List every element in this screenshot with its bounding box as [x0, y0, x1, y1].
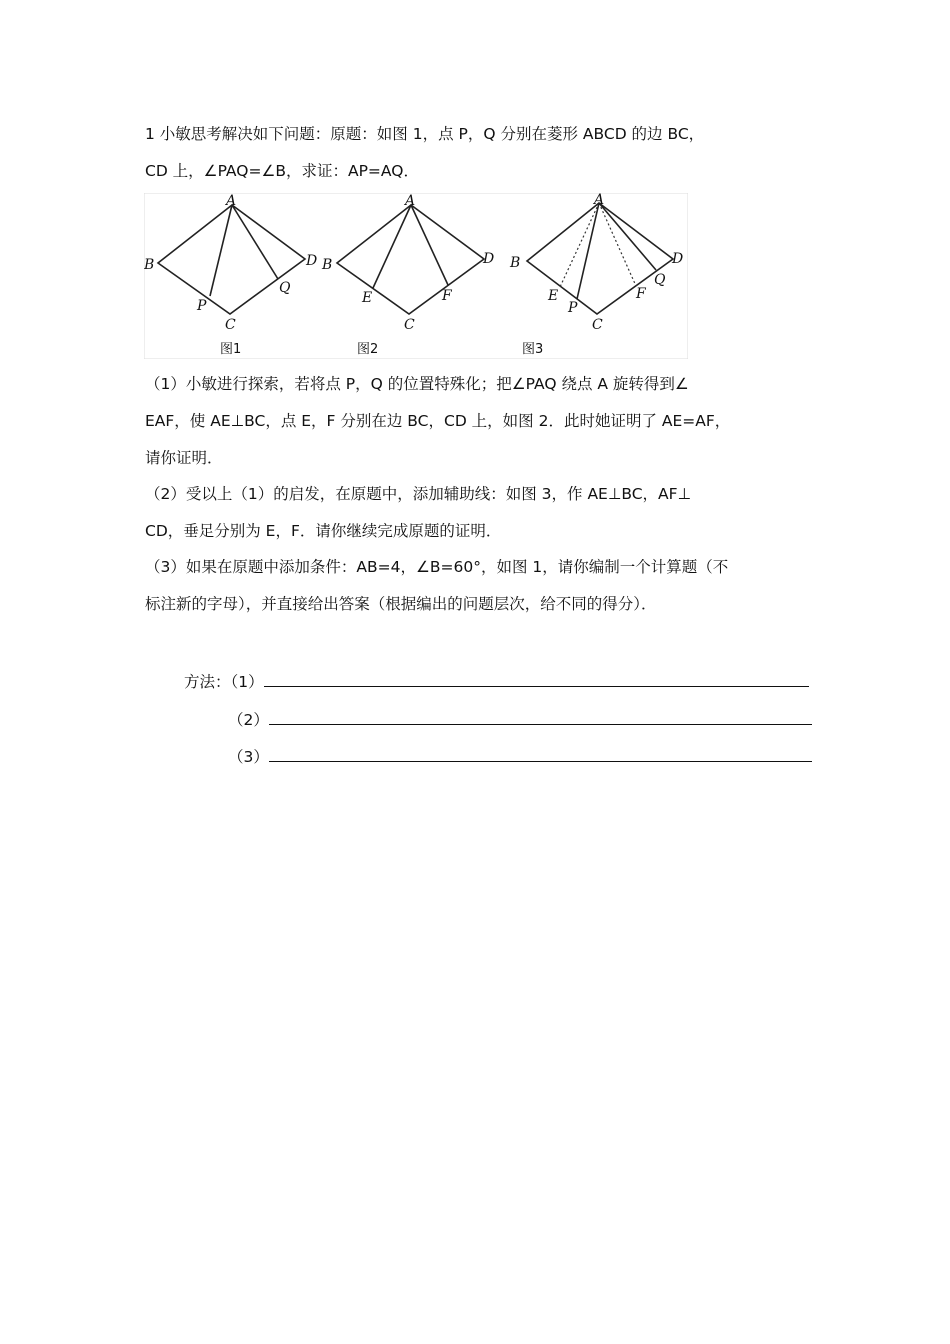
fig1-label-Q: Q — [279, 280, 291, 296]
part1-line-1: （1）小敏进行探索，若将点 P，Q 的位置特殊化；把∠PAQ 绕点 A 旋转得到∠ — [145, 375, 689, 393]
answer-1-blank[interactable] — [264, 670, 809, 687]
geometry-figures — [144, 193, 688, 359]
answer-2-number: （2） — [228, 711, 269, 729]
fig2-label-B: B — [322, 257, 333, 273]
method-label: 方法： — [184, 673, 231, 691]
part3-line-1: （3）如果在原题中添加条件：AB=4，∠B=60°，如图 1，请你编制一个计算题（不 — [145, 558, 729, 576]
fig2-label-D: D — [483, 251, 495, 267]
fig2-label-C: C — [404, 317, 415, 333]
fig1-label-P: P — [197, 298, 207, 314]
answer-3-number: （3） — [228, 748, 269, 766]
fig1-caption: 图1 — [220, 342, 242, 357]
answer-1-number: （1） — [230, 673, 264, 691]
part2-line-1: （2）受以上（1）的启发，在原题中，添加辅助线：如图 3，作 AE⊥BC，AF⊥ — [145, 485, 692, 503]
fig2-caption: 图2 — [357, 342, 379, 357]
problem-line-1: 1 小敏思考解决如下问题：原题：如图 1，点 P，Q 分别在菱形 ABCD 的边 BC， — [145, 125, 705, 143]
fig3-label-E: E — [548, 288, 559, 304]
fig2-label-E: E — [362, 290, 373, 306]
part2-line-2: CD，垂足分别为 E，F．请你继续完成原题的证明． — [145, 522, 502, 540]
fig3-caption: 图3 — [522, 342, 544, 357]
fig1-label-A: A — [226, 193, 237, 209]
fig3-label-Q: Q — [654, 272, 666, 288]
answer-2-blank[interactable] — [269, 708, 812, 725]
fig2-label-F: F — [442, 288, 452, 304]
question-part-2 — [145, 476, 815, 550]
question-part-3 — [145, 549, 815, 623]
fig3-label-D: D — [672, 251, 684, 267]
fig3-label-F: F — [636, 286, 646, 302]
fig2-label-A: A — [405, 193, 416, 209]
question-part-1 — [145, 366, 815, 477]
fig1-label-D: D — [306, 253, 318, 269]
fig1-label-C: C — [225, 317, 236, 333]
problem-line-2: CD 上，∠PAQ=∠B，求证：AP=AQ． — [145, 162, 419, 180]
part1-line-2: EAF，使 AE⊥BC，点 E，F 分别在边 BC，CD 上，如图 2．此时她证明了 AE=AF， — [145, 412, 731, 430]
fig3-label-C: C — [592, 317, 603, 333]
fig3-label-B: B — [510, 255, 521, 271]
part1-line-3: 请你证明． — [145, 449, 223, 467]
answer-line-1 — [184, 670, 809, 692]
fig3-label-P: P — [568, 300, 578, 316]
answer-line-3 — [228, 745, 812, 767]
part3-line-2: 标注新的字母），并直接给出答案（根据编出的问题层次，给不同的得分）． — [145, 595, 657, 613]
fig3-label-A: A — [594, 193, 605, 208]
fig1-label-B: B — [144, 257, 155, 273]
answer-3-blank[interactable] — [269, 745, 812, 762]
answer-line-2 — [228, 708, 812, 730]
problem-statement — [145, 116, 815, 190]
